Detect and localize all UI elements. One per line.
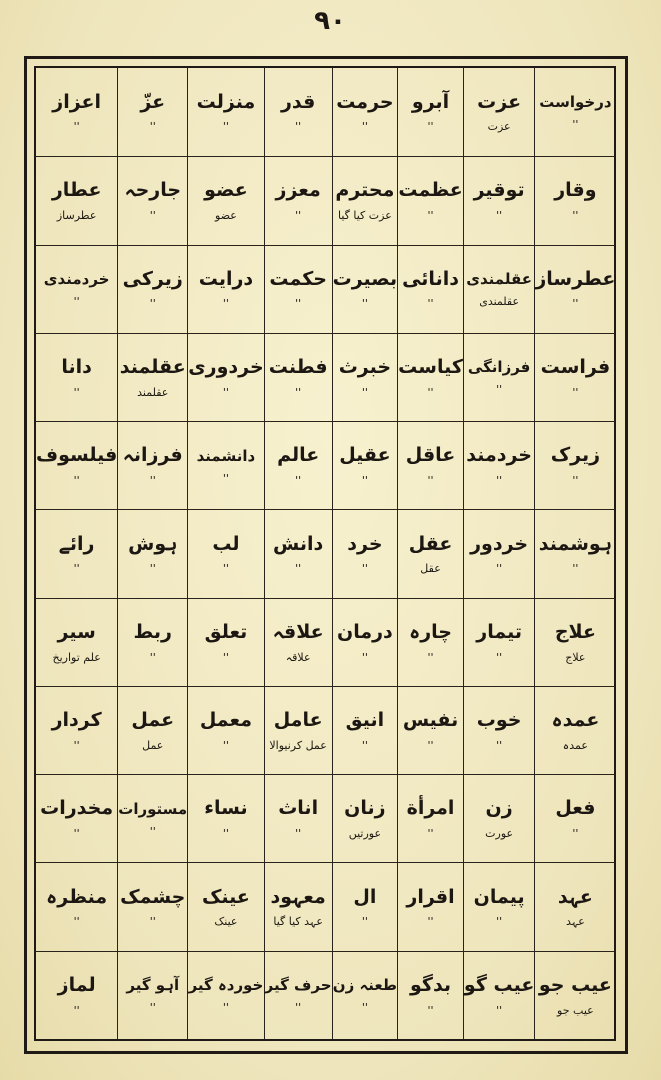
cell-word: سیر bbox=[57, 620, 96, 643]
cell-note: عزت کیا گیا bbox=[337, 209, 392, 223]
cell-note: عقلمند bbox=[137, 385, 169, 399]
cell-note: '' bbox=[427, 297, 434, 311]
table-cell bbox=[36, 951, 117, 1039]
cell-word: خوب bbox=[476, 709, 522, 732]
cell-word: مخدرات bbox=[40, 797, 114, 820]
cell-note: '' bbox=[295, 474, 302, 487]
cell-note: '' bbox=[149, 1001, 156, 1015]
cell-word: امرأة bbox=[406, 797, 455, 820]
cell-word: اعزاز bbox=[52, 90, 102, 113]
cell-word: دانشمند bbox=[196, 446, 256, 465]
table-cell bbox=[332, 509, 398, 597]
table-cell bbox=[36, 333, 117, 421]
cell-note: '' bbox=[496, 738, 503, 752]
cell-word: عظمت bbox=[398, 179, 463, 202]
cell-note: '' bbox=[496, 915, 503, 929]
table-cell bbox=[264, 421, 332, 509]
cell-word: خردمندی bbox=[43, 270, 110, 289]
table-cell bbox=[187, 862, 263, 950]
cell-note: '' bbox=[222, 1001, 229, 1015]
table-cell bbox=[36, 421, 117, 509]
cell-word: معہود bbox=[270, 885, 326, 908]
table-cell bbox=[397, 951, 463, 1039]
cell-note: عہد کیا گیا bbox=[273, 915, 323, 929]
cell-note: '' bbox=[73, 120, 80, 134]
table-cell bbox=[187, 68, 263, 156]
table-cell bbox=[187, 156, 263, 244]
table-cell bbox=[332, 774, 398, 862]
cell-note: علاقہ bbox=[285, 650, 311, 664]
table-cell bbox=[264, 598, 332, 686]
table-cell bbox=[463, 951, 534, 1039]
table-cell bbox=[534, 686, 615, 774]
cell-note: عقل bbox=[420, 562, 441, 576]
table-cell bbox=[332, 68, 398, 156]
table-cell bbox=[332, 862, 398, 950]
page-number: ۹۰ bbox=[314, 6, 346, 36]
table-cell bbox=[463, 68, 534, 156]
cell-word: نساء bbox=[204, 797, 248, 820]
cell-note: '' bbox=[149, 824, 156, 838]
table-cell bbox=[397, 68, 463, 156]
cell-word: محترم bbox=[335, 179, 395, 202]
cell-note: '' bbox=[222, 297, 229, 311]
cell-note: '' bbox=[427, 827, 434, 841]
cell-note: '' bbox=[295, 209, 302, 223]
table-cell bbox=[332, 245, 398, 333]
cell-note: '' bbox=[427, 209, 434, 223]
table-cell bbox=[117, 68, 187, 156]
cell-note: '' bbox=[572, 209, 579, 223]
cell-word: درخواست bbox=[539, 93, 612, 112]
cell-note: '' bbox=[572, 385, 579, 399]
cell-note: '' bbox=[295, 1001, 302, 1015]
table-cell bbox=[36, 68, 117, 156]
table-cell bbox=[36, 509, 117, 597]
cell-word: اقرار bbox=[406, 885, 455, 908]
table-cell bbox=[463, 333, 534, 421]
cell-word: عقلمندی bbox=[466, 270, 532, 289]
cell-note: '' bbox=[361, 650, 368, 664]
table-cell bbox=[36, 245, 117, 333]
table-cell bbox=[534, 156, 615, 244]
cell-note: '' bbox=[149, 915, 156, 929]
table-cell bbox=[534, 774, 615, 862]
cell-note: '' bbox=[295, 297, 302, 311]
cell-word: عہد bbox=[557, 885, 593, 908]
cell-note: عمل bbox=[142, 738, 164, 752]
table-cell bbox=[264, 156, 332, 244]
cell-note: '' bbox=[73, 738, 80, 752]
table-cell bbox=[36, 156, 117, 244]
table-cell bbox=[463, 509, 534, 597]
cell-word: ربط bbox=[133, 620, 172, 643]
cell-word: عاقل bbox=[405, 444, 456, 467]
table-cell bbox=[117, 421, 187, 509]
cell-note: '' bbox=[295, 120, 302, 134]
cell-word: درمان bbox=[336, 620, 393, 643]
cell-word: علاقہ bbox=[272, 620, 324, 643]
cell-word: عمدہ bbox=[551, 709, 600, 732]
table-cell bbox=[36, 598, 117, 686]
table-cell bbox=[397, 509, 463, 597]
cell-word: نفیس bbox=[402, 709, 459, 732]
cell-note: علم تواریخ bbox=[52, 650, 101, 664]
cell-word: چارہ bbox=[409, 620, 452, 643]
cell-note: '' bbox=[427, 1003, 434, 1017]
cell-word: قدر bbox=[280, 90, 316, 113]
cell-word: بصیرت bbox=[332, 267, 398, 290]
cell-word: وقار bbox=[554, 179, 597, 202]
table-cell bbox=[264, 245, 332, 333]
table-cell bbox=[187, 509, 263, 597]
table-cell bbox=[332, 598, 398, 686]
cell-word: زن bbox=[485, 797, 513, 820]
cell-note: '' bbox=[572, 117, 579, 131]
cell-note: '' bbox=[295, 385, 302, 399]
cell-word: منزلت bbox=[196, 90, 256, 113]
cell-note: '' bbox=[427, 385, 434, 399]
cell-word: عینک bbox=[201, 885, 250, 908]
table-cell bbox=[534, 509, 615, 597]
cell-note: '' bbox=[572, 827, 579, 841]
cell-word: فرزانہ bbox=[122, 444, 183, 467]
cell-word: زیرک bbox=[550, 444, 601, 467]
table-cell bbox=[534, 951, 615, 1039]
cell-note: '' bbox=[222, 385, 229, 399]
cell-note: '' bbox=[572, 474, 579, 487]
table-cell bbox=[264, 68, 332, 156]
cell-note: علاج bbox=[565, 650, 586, 664]
cell-word: حرمت bbox=[336, 90, 394, 113]
cell-note: '' bbox=[73, 474, 80, 487]
table-cell bbox=[332, 951, 398, 1039]
cell-note: '' bbox=[361, 120, 368, 134]
cell-word: طعنہ زن bbox=[332, 976, 397, 995]
cell-note: '' bbox=[222, 120, 229, 134]
cell-word: فراست bbox=[540, 355, 611, 378]
cell-word: کیاست bbox=[398, 355, 463, 378]
cell-word: خرد bbox=[347, 532, 383, 555]
table-cell bbox=[397, 245, 463, 333]
cell-note: '' bbox=[361, 562, 368, 576]
table-cell bbox=[187, 421, 263, 509]
cell-note: عہد bbox=[565, 915, 585, 929]
cell-note: '' bbox=[427, 738, 434, 752]
cell-note: '' bbox=[222, 650, 229, 664]
cell-note: '' bbox=[73, 562, 80, 576]
table-cell bbox=[187, 598, 263, 686]
table-cell bbox=[117, 333, 187, 421]
cell-word: آبرو bbox=[411, 90, 450, 113]
table-cell bbox=[397, 686, 463, 774]
table-cell bbox=[332, 686, 398, 774]
cell-word: حکمت bbox=[269, 267, 327, 290]
table-cell bbox=[534, 333, 615, 421]
cell-note: '' bbox=[427, 474, 434, 487]
table-cell bbox=[117, 598, 187, 686]
cell-note: '' bbox=[149, 474, 156, 487]
cell-note: عمدہ bbox=[562, 738, 588, 752]
cell-word: پیمان bbox=[473, 885, 525, 908]
cell-word: تعلق bbox=[204, 620, 248, 643]
cell-note: عزت bbox=[487, 120, 511, 134]
cell-word: عقیل bbox=[339, 444, 391, 467]
cell-note: '' bbox=[149, 120, 156, 134]
table-cell bbox=[187, 245, 263, 333]
cell-word: عمل bbox=[131, 709, 175, 732]
cell-word: آہو گیر bbox=[126, 976, 180, 995]
cell-note: عینک bbox=[214, 915, 238, 929]
cell-word: معمل bbox=[199, 709, 253, 732]
cell-note: '' bbox=[295, 562, 302, 576]
cell-note: '' bbox=[496, 209, 503, 223]
table-cell bbox=[36, 686, 117, 774]
table-cell bbox=[332, 421, 398, 509]
cell-word: علاج bbox=[554, 620, 596, 643]
cell-word: ہوش bbox=[128, 532, 178, 555]
cell-word: بدگو bbox=[409, 973, 452, 996]
cell-word: تیمار bbox=[476, 620, 522, 643]
cell-word: دانش bbox=[273, 532, 324, 555]
word-table bbox=[34, 66, 616, 1041]
cell-word: عطار bbox=[51, 179, 102, 202]
cell-note: عضو bbox=[215, 209, 237, 223]
cell-word: عالم bbox=[277, 444, 320, 467]
cell-note: '' bbox=[496, 474, 503, 487]
table-cell bbox=[463, 862, 534, 950]
cell-note: '' bbox=[73, 827, 80, 841]
cell-word: زنان bbox=[344, 797, 386, 820]
table-cell bbox=[397, 774, 463, 862]
cell-note: '' bbox=[222, 738, 229, 752]
cell-note: '' bbox=[496, 650, 503, 664]
cell-note: '' bbox=[73, 1003, 80, 1017]
table-cell bbox=[117, 245, 187, 333]
table-cell bbox=[397, 421, 463, 509]
cell-word: لماز bbox=[57, 973, 96, 996]
cell-note: '' bbox=[496, 562, 503, 576]
cell-note: '' bbox=[361, 1001, 368, 1015]
cell-note: '' bbox=[222, 471, 229, 485]
table-cell bbox=[117, 509, 187, 597]
table-cell bbox=[534, 598, 615, 686]
cell-word: جارحہ bbox=[124, 179, 182, 202]
table-cell bbox=[463, 774, 534, 862]
cell-word: رائے bbox=[58, 532, 95, 555]
table-cell bbox=[332, 333, 398, 421]
cell-note: '' bbox=[427, 120, 434, 134]
table-cell bbox=[397, 156, 463, 244]
cell-note: '' bbox=[361, 915, 368, 929]
table-cell bbox=[397, 333, 463, 421]
cell-note: '' bbox=[149, 209, 156, 223]
cell-note: '' bbox=[361, 297, 368, 311]
cell-word: درایت bbox=[198, 267, 254, 290]
table-cell bbox=[264, 686, 332, 774]
cell-word: لب bbox=[212, 532, 240, 555]
cell-note: '' bbox=[149, 297, 156, 311]
cell-word: عقل bbox=[408, 532, 453, 555]
cell-note: '' bbox=[222, 562, 229, 576]
table-cell bbox=[187, 333, 263, 421]
table-cell bbox=[534, 68, 615, 156]
cell-note: عقلمندی bbox=[479, 294, 520, 308]
cell-note: '' bbox=[73, 385, 80, 399]
cell-word: انیق bbox=[345, 709, 385, 732]
cell-word: فطنت bbox=[268, 355, 328, 378]
cell-word: معزز bbox=[275, 179, 321, 202]
table-cell bbox=[187, 686, 263, 774]
table-cell bbox=[264, 951, 332, 1039]
table-cell bbox=[463, 156, 534, 244]
cell-word: ہوشمند bbox=[538, 532, 612, 555]
table-cell bbox=[36, 862, 117, 950]
table-cell bbox=[397, 862, 463, 950]
cell-word: ال bbox=[353, 885, 377, 908]
cell-word: عیب گو bbox=[463, 973, 535, 996]
table-cell bbox=[36, 774, 117, 862]
cell-note: عورت bbox=[485, 827, 514, 841]
table-cell bbox=[463, 598, 534, 686]
cell-note: '' bbox=[496, 383, 503, 397]
cell-note: '' bbox=[496, 1003, 503, 1017]
table-cell bbox=[187, 951, 263, 1039]
cell-word: عیب جو bbox=[538, 973, 612, 996]
cell-note: '' bbox=[295, 827, 302, 841]
table-cell bbox=[534, 862, 615, 950]
cell-note: '' bbox=[427, 650, 434, 664]
cell-note: '' bbox=[73, 915, 80, 929]
table-cell bbox=[332, 156, 398, 244]
cell-word: عزّ bbox=[140, 90, 166, 113]
cell-word: چشمک bbox=[120, 885, 186, 908]
cell-note: '' bbox=[361, 474, 368, 487]
cell-note: '' bbox=[572, 562, 579, 576]
cell-word: حرف گیر bbox=[264, 976, 332, 995]
cell-note: '' bbox=[73, 294, 80, 308]
cell-word: دانا bbox=[61, 355, 92, 378]
cell-word: خردوری bbox=[188, 355, 264, 378]
cell-word: عقلمند bbox=[119, 355, 186, 378]
cell-word: خردور bbox=[470, 532, 529, 555]
table-cell bbox=[534, 421, 615, 509]
cell-note: '' bbox=[149, 562, 156, 576]
table-cell bbox=[264, 509, 332, 597]
cell-word: مستورات bbox=[118, 799, 188, 818]
cell-note: '' bbox=[572, 297, 579, 311]
table-cell bbox=[397, 598, 463, 686]
table-cell bbox=[117, 774, 187, 862]
table-cell bbox=[463, 245, 534, 333]
cell-word: فرزانگی bbox=[467, 358, 531, 377]
cell-word: عطرساز bbox=[535, 267, 616, 290]
cell-word: عامل bbox=[273, 709, 323, 732]
table-cell bbox=[117, 156, 187, 244]
table-cell bbox=[264, 774, 332, 862]
cell-note: '' bbox=[361, 738, 368, 752]
table-cell bbox=[463, 686, 534, 774]
cell-note: عیب جو bbox=[557, 1003, 594, 1017]
cell-word: منظرہ bbox=[46, 885, 108, 908]
table-cell bbox=[264, 333, 332, 421]
cell-note: '' bbox=[361, 385, 368, 399]
cell-word: فعل bbox=[555, 797, 596, 820]
table-cell bbox=[187, 774, 263, 862]
cell-note: '' bbox=[222, 827, 229, 841]
table-cell bbox=[117, 686, 187, 774]
cell-word: توقیر bbox=[473, 179, 525, 202]
cell-word: خوردہ گیر bbox=[188, 976, 264, 995]
table-cell bbox=[264, 862, 332, 950]
cell-note: عمل کرنیوالا bbox=[269, 738, 327, 752]
cell-word: فیلسوف bbox=[36, 444, 118, 467]
cell-word: عزت bbox=[477, 90, 522, 113]
cell-note: عطرساز bbox=[56, 209, 97, 223]
cell-note: '' bbox=[427, 915, 434, 929]
cell-word: عضو bbox=[204, 179, 248, 202]
cell-note: '' bbox=[149, 650, 156, 664]
table-cell bbox=[117, 951, 187, 1039]
cell-word: خبرث bbox=[338, 355, 392, 378]
cell-note: عورتیں bbox=[348, 827, 382, 841]
table-cell bbox=[534, 245, 615, 333]
cell-word: دانائی bbox=[402, 267, 459, 290]
cell-word: زیرکی bbox=[122, 267, 183, 290]
cell-word: اناث bbox=[278, 797, 319, 820]
cell-word: خردمند bbox=[466, 444, 532, 467]
table-cell bbox=[463, 421, 534, 509]
cell-word: کردار bbox=[51, 709, 102, 732]
table-cell bbox=[117, 862, 187, 950]
